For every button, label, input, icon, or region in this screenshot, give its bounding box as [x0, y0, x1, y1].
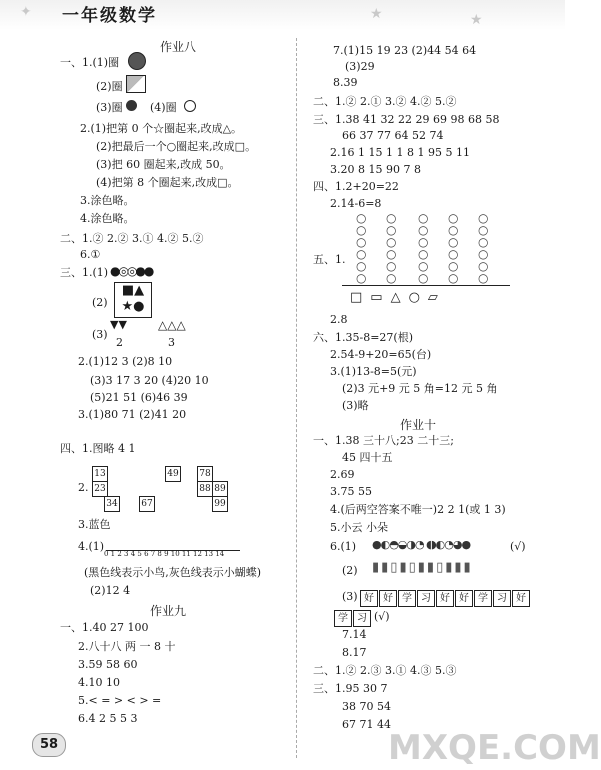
line: 6.(1): [330, 540, 357, 553]
line: 38 70 54: [342, 700, 391, 713]
tile: 学: [474, 590, 492, 607]
tile-row: [334, 606, 372, 627]
line: 2.16 1 15 1 1 8 1 95 5 11: [330, 146, 470, 159]
cloud-icons: ●◐◓◒◑◔ ◖◗◐◔◕●: [372, 538, 471, 551]
line: 4.10 10: [78, 676, 120, 689]
line: 6.4 2 5 5 3: [78, 712, 138, 725]
tile: 学: [334, 610, 352, 627]
line: 3.涂色略。: [80, 194, 135, 207]
page-title: 一年级数学: [62, 6, 157, 26]
line: 3.蓝色: [78, 518, 111, 531]
tile: 好: [360, 590, 378, 607]
line: 2.(1)12 3 (2)8 10: [78, 355, 173, 368]
line: 6.①: [80, 248, 101, 261]
line: 三、1.95 30 7: [313, 682, 388, 695]
line: (2)把最后一个○圈起来,改成□。: [96, 140, 257, 153]
number-box: 13: [92, 466, 108, 482]
hw8-title: 作业八: [160, 40, 197, 54]
line: 2.54-9+20=65(台): [330, 348, 432, 361]
circle-icon: [126, 100, 137, 111]
number-box: 88: [197, 481, 213, 497]
pencil-icons: ▮▮▯▮▯▮▮▯▮▮▮: [372, 560, 473, 575]
line: (3)29: [345, 60, 375, 73]
line: 5.< = > < > =: [78, 694, 162, 707]
star-icon: ★: [370, 6, 383, 22]
line: 3.(1)80 71 (2)41 20: [78, 408, 187, 421]
line: 7.(1)15 19 23 (2)44 54 64: [333, 44, 477, 57]
line: (√): [374, 610, 390, 623]
triangle-icon: ▼▼: [110, 318, 127, 331]
star-icon: ✦: [20, 4, 32, 20]
circles-icon: ●◎◎●●: [110, 264, 153, 278]
line: 2.69: [330, 468, 355, 481]
line: 2.14-6=8: [330, 197, 382, 210]
line: 二、1.② 2.① 3.② 4.② 5.②: [313, 95, 457, 108]
tile: 习: [417, 590, 435, 607]
line: 四、1.2+20=22: [313, 180, 399, 193]
line: 7.14: [342, 628, 367, 641]
line: 3: [168, 336, 175, 349]
tile: 好: [436, 590, 454, 607]
line: 8.17: [342, 646, 367, 659]
line: 四、1.图略 4 1: [60, 442, 136, 455]
line: 8.39: [333, 76, 358, 89]
line: 五、1.: [313, 253, 346, 266]
page-number: 58: [32, 733, 66, 757]
square-icon: [126, 75, 146, 93]
baseline: [342, 285, 510, 286]
line: (3): [92, 328, 108, 341]
line: (3)3 17 3 20 (4)20 10: [90, 374, 209, 387]
tile-row: [360, 586, 531, 607]
apple-icon: [128, 52, 146, 70]
number-box: 89: [212, 481, 228, 497]
page-header: [0, 0, 565, 30]
watermark: MXQE.COM: [388, 728, 601, 768]
tile: 习: [353, 610, 371, 627]
line: 66 37 77 64 52 74: [342, 129, 444, 142]
tile: 好: [512, 590, 530, 607]
line: (2)12 4: [90, 584, 131, 597]
line: 2: [116, 336, 123, 349]
number-box: 34: [104, 496, 120, 512]
line: 3.75 55: [330, 485, 372, 498]
line: 4.(后两空答案不唯一)2 2 1(或 1 3): [330, 503, 506, 516]
line: 一、1.38 三十八;23 二十三;: [313, 434, 454, 447]
shapes-row: □▭△○▱: [350, 290, 446, 305]
line: 2.: [78, 481, 89, 494]
line: 二、1.② 2.② 3.① 4.② 5.②: [60, 232, 204, 245]
line: 三、1.38 41 32 22 29 69 98 68 58: [313, 113, 500, 126]
line: (黑色线表示小鸟,灰色线表示小蝴蝶): [84, 566, 262, 579]
tile: 好: [379, 590, 397, 607]
number-box: 67: [139, 496, 155, 512]
number-box: 49: [165, 466, 181, 482]
line: 2.八十八 两 一 8 十: [78, 640, 176, 653]
number-box: 99: [212, 496, 228, 512]
hw10-title: 作业十: [400, 418, 437, 432]
line: (3)圈: [96, 101, 123, 114]
shape-grid: ■▲ ★●: [114, 282, 152, 318]
column-divider: [296, 38, 297, 758]
line: 67 71 44: [342, 718, 391, 731]
tile: 好: [455, 590, 473, 607]
line: (3)把 60 圈起来,改成 50。: [96, 158, 231, 171]
line: (2)圈: [96, 80, 123, 93]
tile: 习: [493, 590, 511, 607]
line: (2): [92, 296, 108, 309]
line: 六、1.35-8=27(根): [313, 331, 414, 344]
line: (3): [342, 590, 358, 603]
line: 2.(1)把第 0 个☆圈起来,改成△。: [80, 122, 243, 135]
number-box: 78: [197, 466, 213, 482]
line: (5)21 51 (6)46 39: [90, 391, 188, 404]
line: 3.(1)13-8=5(元): [330, 365, 417, 378]
line: (4)圈: [150, 101, 177, 114]
line: 4.涂色略。: [80, 212, 135, 225]
line: 4.(1): [78, 540, 105, 553]
number-line-labels: 0 1 2 3 4 5 6 7 8 9 10 11 12 13 14: [104, 550, 225, 558]
line: 一、1.40 27 100: [60, 621, 149, 634]
circle-icon: [184, 100, 196, 112]
line: 3.59 58 60: [78, 658, 138, 671]
line: (2)3 元+9 元 5 角=12 元 5 角: [342, 382, 498, 395]
line: 45 四十五: [342, 451, 393, 464]
line: 二、1.② 2.③ 3.① 4.③ 5.③: [313, 664, 457, 677]
line: (4)把第 8 个圈起来,改成□。: [96, 176, 239, 189]
triangle-icon: △△△: [158, 318, 186, 332]
line: (√): [510, 540, 526, 553]
line: 一、1.(1)圈: [60, 56, 120, 69]
line: 三、1.(1): [60, 266, 109, 279]
line: 3.20 8 15 90 7 8: [330, 163, 421, 176]
line: (2): [342, 564, 358, 577]
hw9-title: 作业九: [150, 604, 187, 618]
number-box: 23: [92, 481, 108, 497]
tile: 学: [398, 590, 416, 607]
line: 5.小云 小朵: [330, 521, 388, 534]
line: (3)略: [342, 399, 369, 412]
line: 2.8: [330, 313, 348, 326]
star-icon: ★: [470, 12, 483, 28]
